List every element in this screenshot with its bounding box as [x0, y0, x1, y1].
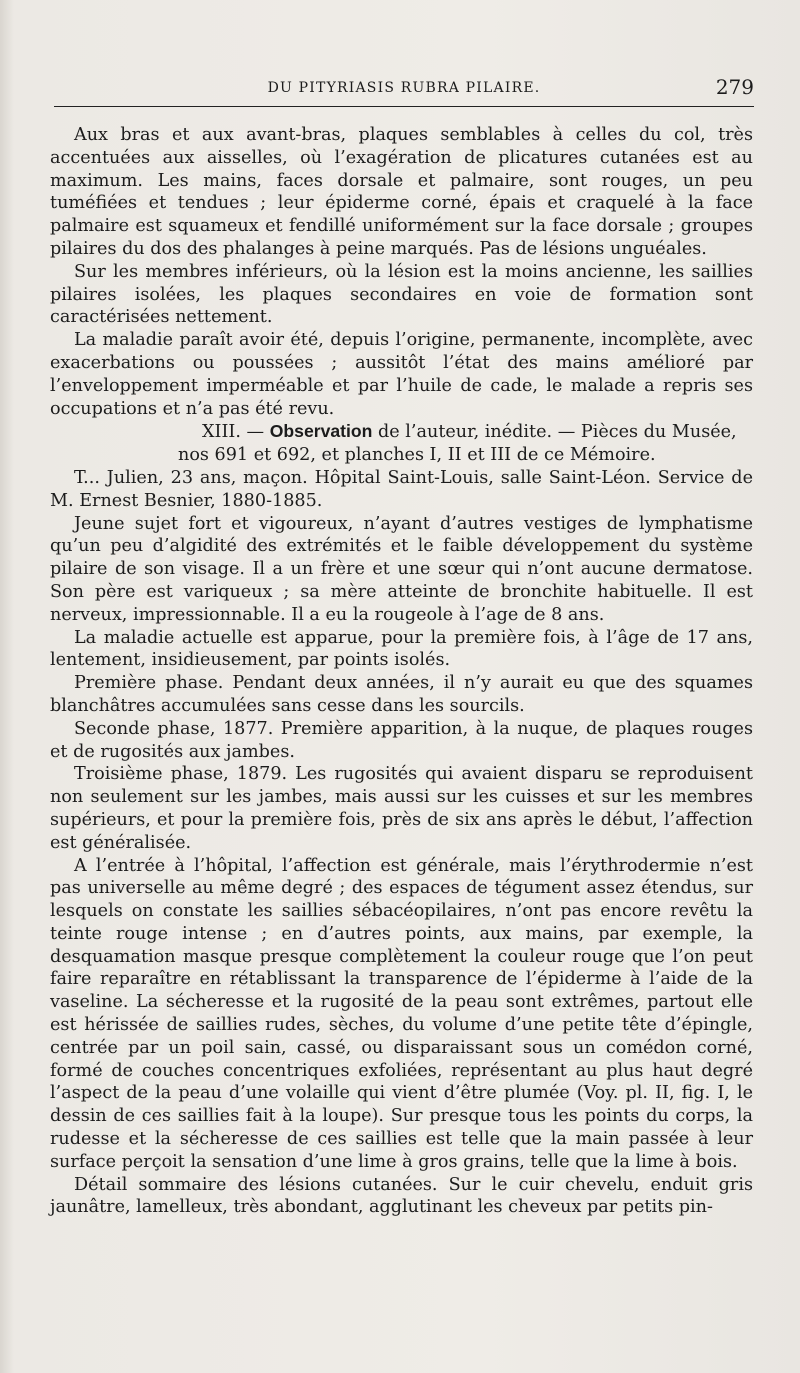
running-title: DU PITYRIASIS RUBRA PILAIRE.	[267, 80, 541, 96]
section-number: XIII. —	[202, 422, 270, 443]
section-description: de l’auteur, inédite. — Pièces du Musée, nos 691 et 692, et planches I, II et III de ce Mémoire.	[178, 422, 737, 466]
paragraph: Sur les membres inférieurs, où la lésion est la moins ancienne, les saillies pilaires isolées, les plaques secondaires en voie de formation sont caractérisées nettement.	[50, 261, 753, 328]
paragraph: La maladie actuelle est apparue, pour la première fois, à l’âge de 17 ans, lentement, insidieusement, par points isolés.	[50, 627, 753, 671]
section-heading	[50, 420, 753, 467]
page-number: 279	[715, 75, 754, 99]
page-header	[54, 72, 754, 107]
paragraph: Jeune sujet fort et vigoureux, n’ayant d’autres vestiges de lymphatisme qu’un peu d’algidité des extrémités et le faible développement du système pilaire de son visage. Il a un frère et une sœur qui n’ont aucune dermatose. Son père est variqueux ; sa mère atteinte de bronchite habituelle. Il est nerveux, impressionnable. Il a eu la rougeole à l’age de 8 ans.	[50, 513, 753, 625]
paragraph: Seconde phase, 1877. Première apparition, à la nuque, de plaques rouges et de rugosités aux jambes.	[50, 718, 753, 762]
paragraph: La maladie paraît avoir été, depuis l’origine, permanente, incomplète, avec exacerbations ou poussées ; aussitôt l’état des mains amélioré par l’enveloppement imperméable et par l’huile de cade, le malade a repris ses occupations et n’a pas été revu.	[50, 330, 753, 419]
body-text	[50, 124, 753, 1219]
paragraph: A l’entrée à l’hôpital, l’affection est générale, mais l’érythrodermie n’est pas universelle au même degré ; des espaces de tégument assez étendus, sur lesquels on constate les saillies sébacéopilaires, n’ont pas encore revêtu la teinte rouge intense ; en d’autres points, aux mains, par exemple, la desquamation masque presque complètement la couleur rouge que l’on peut faire reparaître en rétablissant la transparence de l’épiderme à l’aide de la vaseline. La sécheresse et la rugosité de la peau sont extrêmes, partout elle est hérissée de saillies rudes, sèches, du volume d’une petite tête d’épingle, centrée par un poil sain, cassé, ou disparaissant sous un comédon corné, formé de couches concentriques exfoliées, représentant au plus haut degré l’aspect de la peau d’une volaille qui vient d’être plumée (Voy. pl. II, fig. I, le dessin de ces saillies fait à la loupe). Sur presque tous les points du corps, la rudesse et la sécheresse de ces saillies est telle que la main passée à leur surface perçoit la sensation d’une lime à gros grains, telle que la lime à bois.	[50, 855, 753, 1172]
section-label: Observation	[269, 421, 373, 442]
paragraph: Détail sommaire des lésions cutanées. Sur le cuir chevelu, enduit gris jaunâtre, lamelleux, très abondant, agglutinant les cheveux par petits pin-	[50, 1174, 753, 1218]
paragraph: T... Julien, 23 ans, maçon. Hôpital Saint-Louis, salle Saint-Léon. Service de M. Ernest Besnier, 1880-1885.	[50, 467, 753, 511]
paragraph: Troisième phase, 1879. Les rugosités qui avaient disparu se reproduisent non seulement sur les jambes, mais aussi sur les cuisses et sur les membres supérieurs, et pour la première fois, près de six ans après le début, l’affection est généralisée.	[50, 764, 753, 853]
paragraph: Première phase. Pendant deux années, il n’y aurait eu que des squames blanchâtres accumulées sans cesse dans les sourcils.	[50, 673, 753, 716]
paragraph: Aux bras et aux avant-bras, plaques semblables à celles du col, très accentuées aux aisselles, où l’exagération de plicatures cutanées est au maximum. Les mains, faces dorsale et palmaire, sont rouges, un peu tuméfiées et tendues ; leur épiderme corné, épais et craquelé à la face palmaire est squameux et fendillé uniformément sur la face dorsale ; groupes pilaires du dos des phalanges à peine marqués. Pas de lésions unguéales.	[50, 125, 753, 259]
